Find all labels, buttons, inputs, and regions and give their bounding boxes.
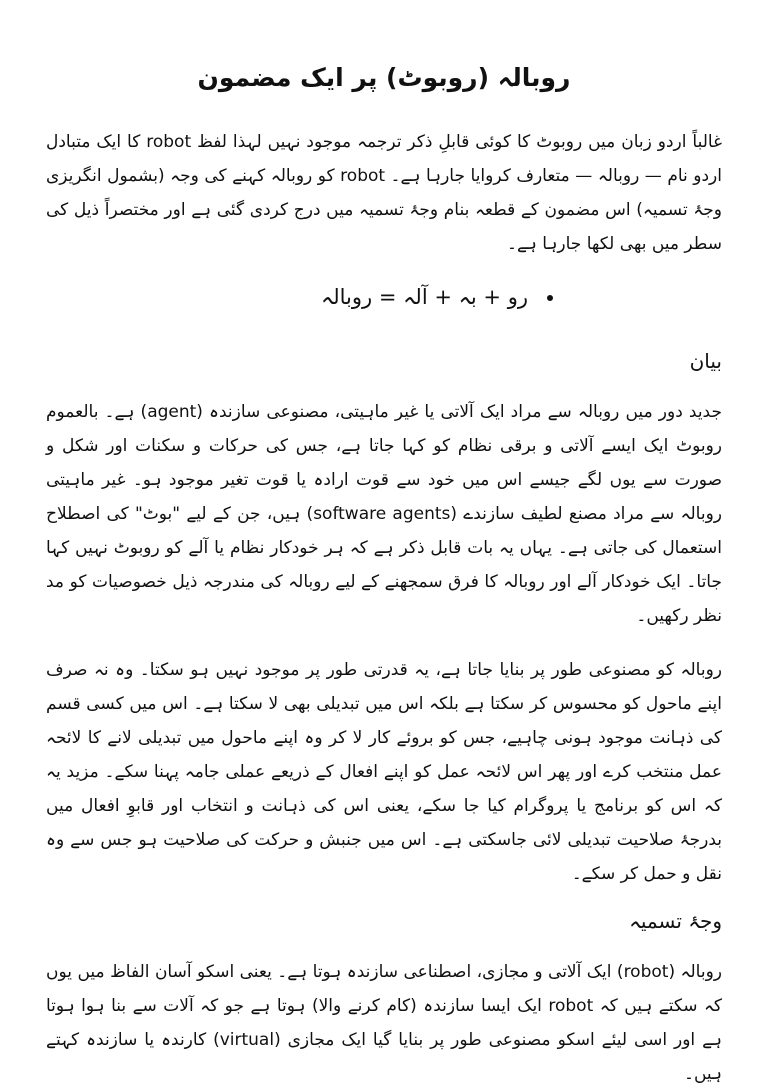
- section-heading-etymology: وجۂ تسمیہ: [629, 908, 722, 933]
- formula-list: [46, 277, 722, 317]
- formula-item: • رو + بہ + آلہ = روبالہ: [46, 277, 534, 317]
- etymology-paragraph: روبالہ (robot) ایک آلاتی و مجازی، اصطناعی سازندہ ہوتا ہے۔ یعنی اسکو آسان الفاظ میں یوں کہ سکتے ہیں کہ robot ایک ایسا سازندہ (کام کرنے والا) ہوتا ہے جو کہ آلات سے بنا ہوا ہوتا ہے اور اسی لیئے اسکو مصنوعی طور پر بنایا گیا ایک مجازی (virtual) کارندہ یا سازندہ کہتے ہیں۔: [46, 961, 723, 1084]
- intro-paragraph: غالباً اردو زبان میں روبوٹ کا کوئی قابلِ ذکر ترجمہ موجود نہیں لہذا لفظ robot کا ایک متبادل اردو نام — روبالہ — متعارف کروایا جارہا ہے۔ robot کو روبالہ کہنے کی وجہ (بشمول انگریزی وجۂ تسمیہ) اس مضمون کے قطعہ بنام وجۂ تسمیہ میں درج کردی گئی ہے اور مختصراً ذیل کی سطر میں بھی لکھا جارہا ہے۔: [46, 131, 722, 254]
- description-paragraph-1: جدید دور میں روبالہ سے مراد ایک آلاتی یا غیر ماہیتی، مصنوعی سازندہ (agent) ہے۔ بالعموم روبوٹ ایک ایسے آلاتی و برقی نظام کو کہا جاتا ہے، جس کی حرکات و سکنات اور شکل و صورت سے یوں لگے جیسے اس میں خود سے قوت ارادہ یا قوت تغیر موجود ہو۔ غیر ماہیتی روبالہ سے مراد مصنع لطیف سازندے (software agents) ہیں، جن کے لیے "بوٹ" کی اصطلاح استعمال کی جاتی ہے۔ یہاں یہ بات قابل ذکر ہے کہ ہر خودکار نظام یا آلے کو روبوٹ نہیں کہا جاتا۔ ایک خودکار آلے اور روبالہ کا فرق سمجھنے کے لیے روبالہ کی مندرجہ ذیل خصوصیات کو مد نظر رکھیں۔: [46, 401, 722, 626]
- description-paragraph-2: روبالہ کو مصنوعی طور پر بنایا جاتا ہے، یہ قدرتی طور پر موجود نہیں ہو سکتا۔ وہ نہ صرف اپنے ماحول کو محسوس کر سکتا ہے بلکہ اس میں تبدیلی بھی لا سکتا ہے۔ اس میں کسی قسم کی ذہانت موجود ہونی چاہیے، جس کو بروئے کار لا کر وہ اپنے ماحول میں تبدیلی لانے کا لائحہ عمل منتخب کرے اور پھر اس لائحہ عمل کو اپنے افعال کے ذریعے عملی جامہ پہنا سکے۔ مزید یہ کہ اس کو برنامج یا پروگرام کیا جا سکے، یعنی اس کی ذہانت و انتخاب اور قابوِ افعال میں بدرجۂ صلاحیت تبدیلی لائی جاسکتی ہے۔ اس میں جنبش و حرکت کی صلاحیت ہو جس سے وہ نقل و حمل کر سکے۔: [46, 659, 722, 884]
- section-heading-description: بیان: [689, 348, 722, 373]
- document-title: روبالہ (روبوٹ) پر ایک مضمون: [197, 63, 571, 92]
